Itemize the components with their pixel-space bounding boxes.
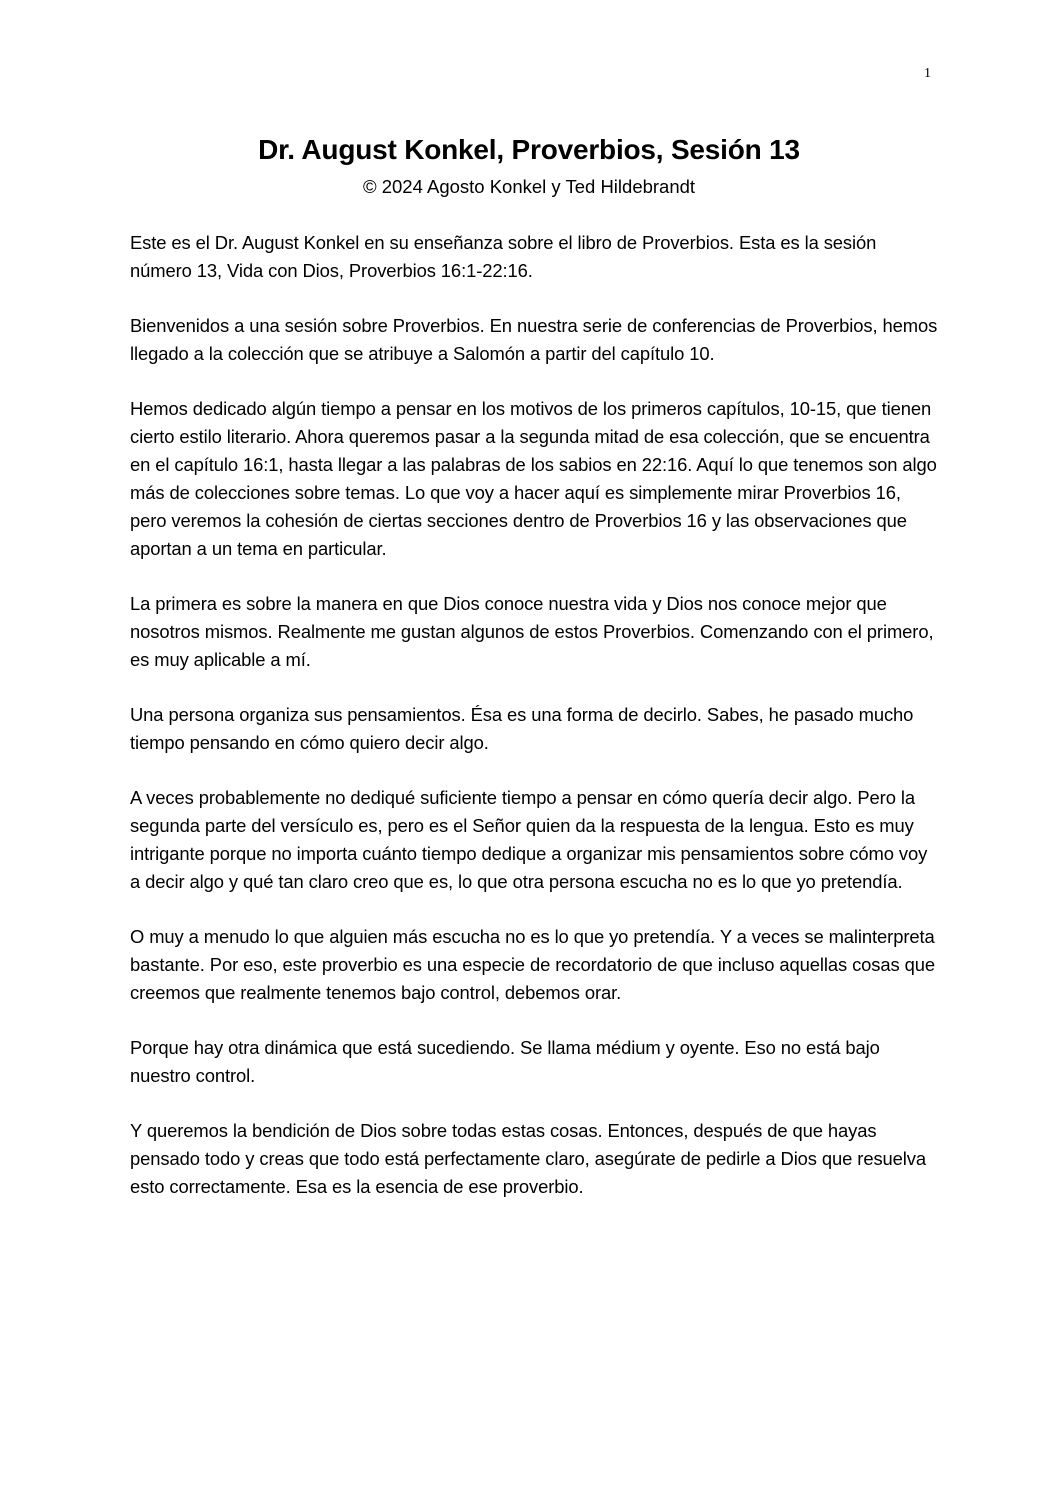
paragraph: Este es el Dr. August Konkel en su enseñanza sobre el libro de Proverbios. Esta es la sesión número 13, Vida con Dios, Proverbios 16:1-22:16. bbox=[130, 232, 877, 281]
paragraph: Hemos dedicado algún tiempo a pensar en los motivos de los primeros capítulos, 10-15, que tienen cierto estilo literario. Ahora queremos pasar a la segunda mitad de esa colección, que se encuentra en el capítulo 16:1, hasta llegar a las palabras de los sabios en 22:16. Aquí lo que tenemos son algo más de colecciones sobre temas. Lo que voy a hacer aquí es simplemente mirar Proverbios 16, pero veremos la cohesión de ciertas secciones dentro de Proverbios 16 y las observaciones que aportan a un tema en particular. bbox=[130, 398, 937, 559]
paragraph: O muy a menudo lo que alguien más escucha no es lo que yo pretendía. Y a veces se malinterpreta bastante. Por eso, este proverbio es una especie de recordatorio de que incluso aquellas cosas que creemos que realmente tenemos bajo control, debemos orar. bbox=[130, 926, 936, 1003]
paragraph: La primera es sobre la manera en que Dios conoce nuestra vida y Dios nos conoce mejor que nosotros mismos. Realmente me gustan algunos de estos Proverbios. Comenzando con el primero, es muy aplicable a mí. bbox=[130, 593, 934, 670]
page-number: 1 bbox=[924, 66, 931, 81]
document-title: Dr. August Konkel, Proverbios, Sesión 13 bbox=[258, 134, 800, 165]
paragraph: Porque hay otra dinámica que está sucediendo. Se llama médium y oyente. Eso no está bajo nuestro control. bbox=[130, 1037, 880, 1086]
copyright-line: © 2024 Agosto Konkel y Ted Hildebrandt bbox=[362, 176, 696, 197]
body-text bbox=[130, 229, 942, 1228]
paragraph: Y queremos la bendición de Dios sobre todas estas cosas. Entonces, después de que hayas pensado todo y creas que todo está perfectamente claro, asegúrate de pedirle a Dios que resuelva esto correctamente. Esa es la esencia de ese proverbio. bbox=[130, 1120, 927, 1197]
paragraph: A veces probablemente no dediqué suficiente tiempo a pensar en cómo quería decir algo. Pero la segunda parte del versículo es, pero es el Señor quien da la respuesta de la lengua. Esto es muy intrigante porque no importa cuánto tiempo dedique a organizar mis pensamientos sobre cómo voy a decir algo y qué tan claro creo que es, lo que otra persona escucha no es lo que yo pretendía. bbox=[130, 787, 928, 892]
paragraph: Una persona organiza sus pensamientos. Ésa es una forma de decirlo. Sabes, he pasado mucho tiempo pensando en cómo quiero decir algo. bbox=[130, 704, 914, 753]
paragraph: Bienvenidos a una sesión sobre Proverbios. En nuestra serie de conferencias de Proverbios, hemos llegado a la colección que se atribuye a Salomón a partir del capítulo 10. bbox=[130, 315, 938, 364]
